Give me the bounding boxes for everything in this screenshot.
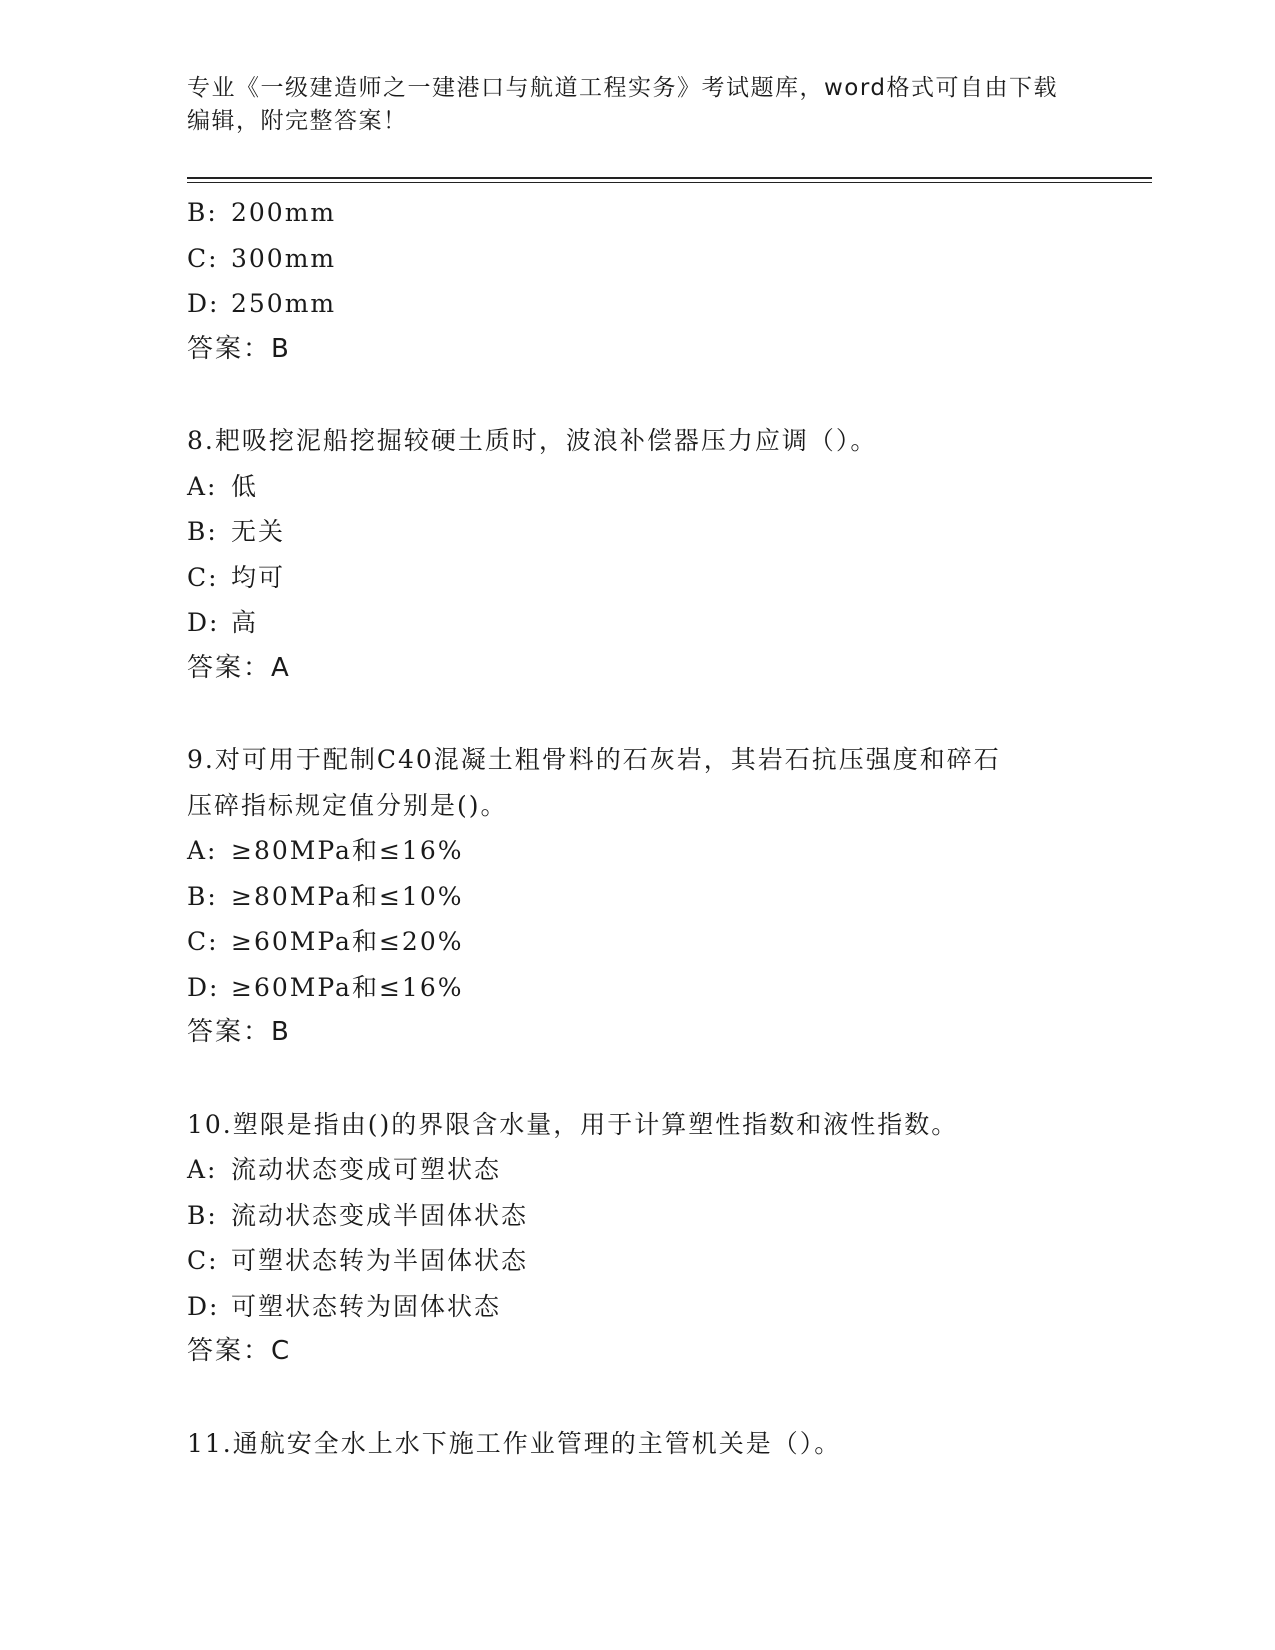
question-9-block	[187, 737, 1087, 1056]
option-label: C:	[187, 1246, 219, 1275]
option-label: B:	[187, 198, 218, 227]
option-label: B:	[187, 881, 218, 911]
spacer	[187, 691, 1087, 737]
option-label: C:	[187, 243, 219, 273]
option-text: ≥60MPa和≤16%	[231, 972, 464, 1002]
option-d	[187, 281, 1087, 327]
answer: 答案：B	[187, 333, 291, 364]
option-text: 250mm	[231, 289, 337, 318]
option-c	[187, 555, 1087, 601]
option-label: D:	[187, 972, 220, 1002]
question-8-block	[187, 418, 1087, 691]
answer: 答案：A	[187, 652, 291, 683]
question-stem-line-1: 9.对可用于配制C40混凝土粗骨料的石灰岩，其岩石抗压强度和碎石	[187, 745, 1001, 774]
option-label: A:	[187, 836, 218, 865]
option-a	[187, 828, 1087, 874]
option-label: C:	[187, 927, 219, 956]
option-a	[187, 464, 1087, 510]
option-label: A:	[187, 1155, 218, 1184]
option-c	[187, 919, 1087, 965]
question-10-block	[187, 1102, 1087, 1375]
option-text: ≥60MPa和≤20%	[231, 927, 464, 956]
option-label: D:	[187, 289, 220, 318]
question-11-block	[187, 1421, 1087, 1467]
option-text: 均可	[231, 562, 286, 592]
answer: 答案：B	[187, 1017, 291, 1047]
header-divider-thin	[187, 182, 1152, 183]
option-label: C:	[187, 562, 219, 592]
spacer	[187, 372, 1087, 418]
header-line-1: 专业《一级建造师之一建港口与航道工程实务》考试题库，word格式可自由下载	[187, 75, 1059, 101]
spacer	[187, 1056, 1087, 1102]
answer: 答案：C	[187, 1336, 292, 1366]
option-text: 流动状态变成可塑状态	[231, 1155, 502, 1184]
spacer	[187, 1375, 1087, 1421]
option-label: B:	[187, 1200, 218, 1230]
question-stem: 11.通航安全水上水下施工作业管理的主管机关是（）。	[187, 1428, 842, 1458]
option-text: 高	[231, 608, 259, 637]
option-text: 低	[231, 471, 259, 501]
option-text: 无关	[231, 517, 286, 546]
option-label: B:	[187, 517, 218, 546]
question-stem: 8.耙吸挖泥船挖掘较硬土质时，波浪补偿器压力应调（）。	[187, 426, 878, 455]
header-line-2: 编辑，附完整答案！	[187, 108, 408, 134]
document-header	[187, 72, 1087, 138]
option-b	[187, 874, 1087, 920]
option-c	[187, 1238, 1087, 1284]
option-a	[187, 1147, 1087, 1193]
option-text: 300mm	[231, 243, 337, 273]
option-b	[187, 509, 1087, 555]
question-stem-line-2: 压碎指标规定值分别是()。	[187, 790, 508, 820]
option-text: 可塑状态转为固体状态	[231, 1291, 502, 1321]
question-7-block	[187, 190, 1087, 372]
option-text: ≥80MPa和≤10%	[231, 881, 464, 911]
option-d	[187, 1284, 1087, 1330]
option-label: D:	[187, 608, 220, 637]
header-divider-thick	[187, 177, 1152, 179]
option-d	[187, 600, 1087, 646]
question-list	[187, 190, 1087, 1466]
option-b	[187, 190, 1087, 236]
option-text: 200mm	[231, 198, 337, 227]
option-label: A:	[187, 471, 218, 501]
option-text: 可塑状态转为半固体状态	[231, 1246, 529, 1275]
option-text: ≥80MPa和≤16%	[231, 836, 464, 865]
question-stem: 10.塑限是指由()的界限含水量，用于计算塑性指数和液性指数。	[187, 1109, 959, 1139]
option-text: 流动状态变成半固体状态	[231, 1200, 529, 1230]
option-label: D:	[187, 1291, 220, 1321]
option-d	[187, 965, 1087, 1011]
option-c	[187, 236, 1087, 282]
option-b	[187, 1193, 1087, 1239]
